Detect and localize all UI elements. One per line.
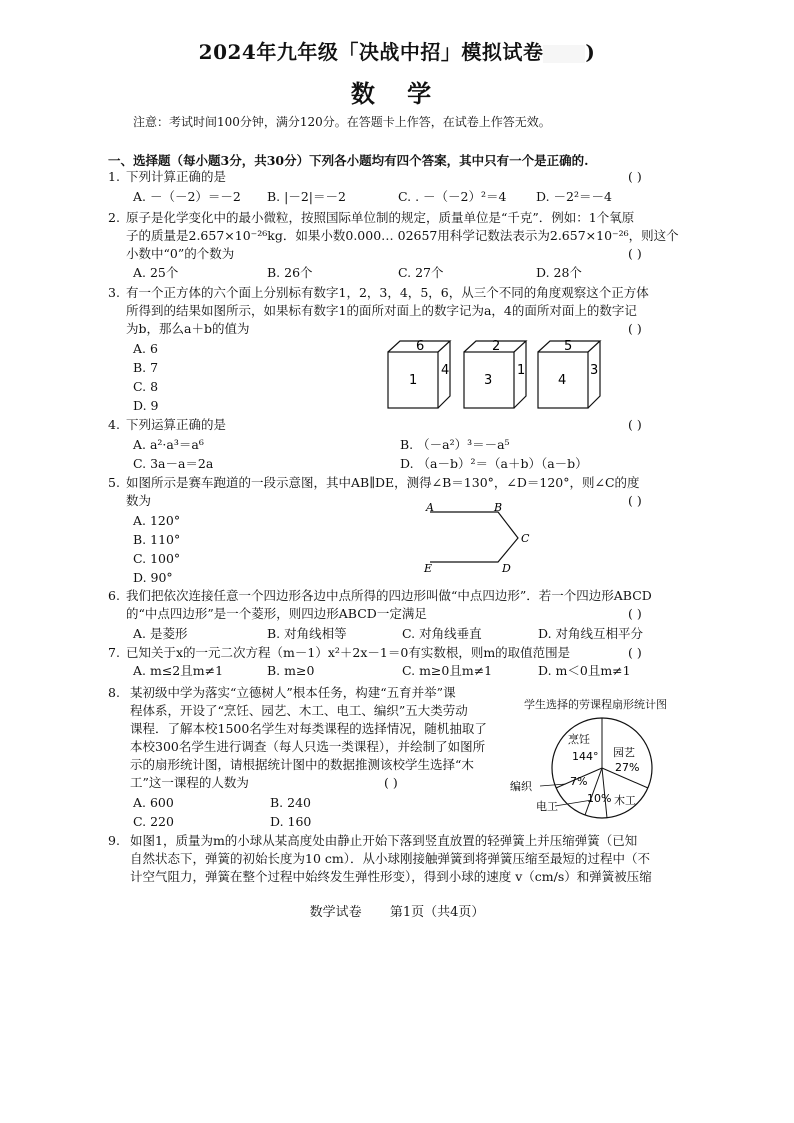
answer-paren: ( ) [628,321,642,336]
slice-percent-weaving: 7% [570,775,588,788]
page-footer [0,901,794,920]
question-line-3: 计空气阻力，弹簧在整个过程中始终发生弹性形变），得到小球的速度 v（cm/s）和弹簧被压缩 [130,869,652,884]
point-e-label: E [424,562,433,575]
question-line-2: 自然状态下，弹簧的初始长度为10 cm）．从小球刚接触弹簧到将弹簧压缩至最短的过程中（不 [130,851,650,866]
cube-1-side: 4 [441,363,450,378]
option-d: D. m＜0且m≠1 [538,663,631,678]
question-number: 6. [108,588,120,603]
question-number: 3. [108,285,120,300]
answer-paren: ( ) [628,606,642,621]
question-number: 1. [108,169,120,184]
question-number: 2. [108,210,120,225]
cube-3-side: 3 [590,363,599,378]
exam-title-text: 2024年九年级「决战中招」模拟试卷 [198,40,544,64]
cube-1-front: 1 [409,373,418,388]
question-stem: 下列计算正确的是 [126,169,227,184]
question-number: 7. [108,645,120,660]
question-line-1: 有一个正方体的六个面上分别标有数字1，2，3，4，5，6，从三个不同的角度观察这个正方体 [126,285,649,300]
point-b-label: B [494,501,503,514]
subject-title: 数 学 [350,79,444,108]
question-number: 9. [108,833,120,848]
track-figure [420,500,540,575]
option-a: A. 600 [133,795,174,810]
cube-2-front: 3 [484,373,493,388]
option-c: C. 对角线垂直 [402,626,482,641]
point-d-label: D [502,562,511,575]
slice-percent-gardening: 27% [615,761,640,774]
title-redacted-area [543,45,585,63]
option-b: B. （－a²）³＝－a⁵ [400,437,510,452]
option-b: B. 对角线相等 [267,626,347,641]
footer-subject: 数学试卷 [309,905,362,920]
slice-label-woodwork: 木工 [614,794,636,807]
answer-paren: ( ) [384,775,398,790]
option-c: C. 3a－a＝2a [133,456,214,471]
option-d: D. 9 [133,398,159,413]
answer-paren: ( ) [628,493,642,508]
cube-2-side: 1 [517,363,526,378]
question-line-2: 程体系，开设了“烹饪、园艺、木工、电工、编织”五大类劳动 [130,703,468,718]
exam-title [0,36,794,65]
question-line-2: 数为 [126,493,152,508]
option-a: A. 25个 [133,265,179,280]
answer-paren: ( ) [628,417,642,432]
option-d: D. 160 [270,814,312,829]
question-number: 4. [108,417,120,432]
question-line-5: 示的扇形统计图，请根据统计图中的数据推测该校学生选择“木 [130,757,474,772]
option-b: B. m≥0 [267,663,315,678]
option-b: B. 110° [133,532,181,547]
question-number: 5. [108,475,120,490]
cube-1-top: 6 [416,339,425,354]
question-stem: 下列运算正确的是 [126,417,227,432]
question-line-6: 工”这一课程的人数为 [130,775,249,790]
question-line-1: 如图所示是赛车跑道的一段示意图，其中AB∥DE，测得∠B＝130°，∠D＝120°，则∠C的度 [126,475,640,490]
notice-line: 注意：考试时间100分钟，满分120分。在答题卡上作答，在试卷上作答无效。 [133,115,551,129]
question-line-1: 已知关于x的一元二次方程（m－1）x²＋2x－1＝0有实数根，则m的取值范围是 [126,645,571,660]
slice-label-electrical: 电工 [536,800,558,813]
option-b: B. 26个 [267,265,313,280]
option-a: A. 6 [133,341,158,356]
option-c: C. m≥0且m≠1 [402,663,493,678]
option-c: C. 27个 [398,265,444,280]
pie-chart-title: 学生选择的劳课程扇形统计图 [524,698,667,711]
option-b: B. 240 [270,795,311,810]
question-line-3: 课程．了解本校1500名学生对每类课程的选择情况，随机抽取了 [130,721,487,736]
pie-chart [510,712,670,822]
option-a: A. m≤2且m≠1 [133,663,224,678]
question-line-1: 某初级中学为落实“立德树人”根本任务，构建“五育并举”课 [130,685,456,700]
cube-3-front: 4 [558,373,567,388]
option-c: C. 220 [133,814,174,829]
option-d: D. 90° [133,570,173,585]
option-c: C. . －（－2）²＝4 [398,189,507,204]
question-line-1: 我们把依次连接任意一个四边形各边中点所得的四边形叫做“中点四边形”．若一个四边形ABCD [126,588,652,603]
slice-label-gardening: 园艺 [613,746,635,759]
section-heading: 一、选择题（每小题3分，共30分）下列各小题均有四个答案，其中只有一个是正确的. [108,153,589,168]
question-line-2: 所得到的结果如图所示，如果标有数字1的面所对面上的数字记为a，4的面所对面上的数字记 [126,303,637,318]
cube-2-top: 2 [492,339,501,354]
option-a: A. 120° [133,513,181,528]
option-a: A. a²·a³＝a⁶ [133,437,204,452]
answer-paren: ( ) [628,246,642,261]
question-line-1: 如图1，质量为m的小球从某高度处由静止开始下落到竖直放置的轻弹簧上并压缩弹簧（已知 [130,833,638,848]
question-line-1: 原子是化学变化中的最小微粒，按照国际单位制的规定，质量单位是“千克”．例如：1个氧原 [126,210,635,225]
option-b: B. 7 [133,360,159,375]
option-c: C. 8 [133,379,159,394]
option-d: D. （a－b）²＝（a＋b）（a－b） [400,456,588,471]
option-a: A. 是菱形 [133,626,188,641]
question-line-2: 的“中点四边形”是一个菱形，则四边形ABCD一定满足 [126,606,427,621]
point-a-label: A [426,501,434,514]
question-line-3: 为b，那么a＋b的值为 [126,321,250,336]
point-c-label: C [521,532,530,545]
answer-paren: ( ) [628,645,642,660]
option-c: C. 100° [133,551,181,566]
exam-title-tail: ) [585,40,596,64]
option-d: D. 28个 [536,265,582,280]
option-b: B. |－2|＝－2 [267,189,346,204]
question-number: 8. [108,685,120,700]
slice-label-weaving: 编织 [510,780,532,793]
slice-angle-cooking: 144° [572,750,599,763]
option-d: D. －2²＝－4 [536,189,612,204]
option-d: D. 对角线互相平分 [538,626,644,641]
slice-label-cooking: 烹饪 [568,733,590,746]
question-line-3: 小数中“0”的个数为 [126,246,235,261]
question-line-4: 本校300名学生进行调查（每人只选一类课程），并绘制了如图所 [130,739,486,754]
footer-page-number: 第1页（共4页） [389,905,485,920]
option-a: A. －（－2）＝－2 [133,189,241,204]
cubes-figure [380,336,620,414]
answer-paren: ( ) [628,169,642,184]
question-line-2: 子的质量是2.657×10⁻²⁶kg．如果小数0.000… 02657用科学记数法表示为2.657×10⁻²⁶，则这个 [126,228,679,243]
slice-percent-electrical: 10% [587,792,612,805]
cube-3-top: 5 [564,339,573,354]
track-lines [430,512,518,562]
